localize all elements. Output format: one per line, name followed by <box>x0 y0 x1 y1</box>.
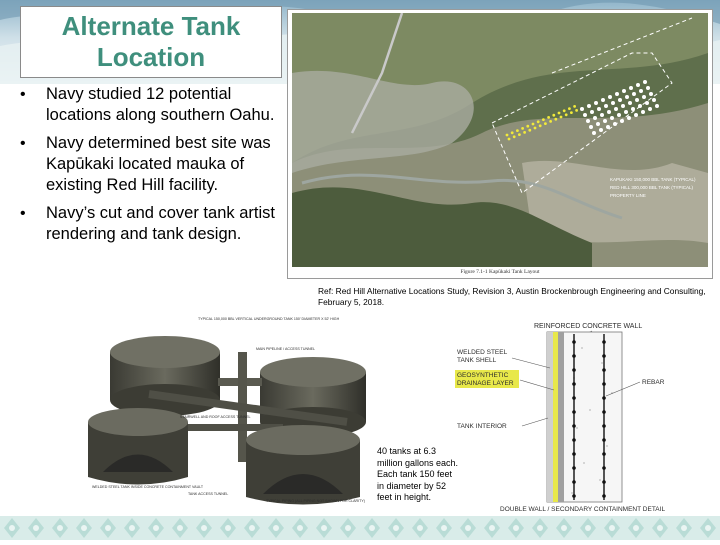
aerial-photo <box>292 13 708 267</box>
tank-label-welded-steel: WELDED STEEL TANK INSIDE CONCRETE CONTAINMENT VAULT <box>92 485 204 489</box>
rebar-dot <box>602 410 606 414</box>
red-hill-tank-dot <box>590 110 594 114</box>
red-hill-tank-dot <box>628 101 632 105</box>
kapukaki-tank-dot <box>521 127 524 130</box>
rebar-dot <box>602 340 606 344</box>
bullet-text: Navy’s cut and cover tank artist rendering and tank design. <box>46 204 275 243</box>
kapukaki-tank-dot <box>563 109 566 112</box>
rebar-dot <box>572 410 576 414</box>
kapukaki-tank-dot <box>528 129 531 132</box>
red-hill-tank-dot <box>639 89 643 93</box>
red-hill-tank-dot <box>601 98 605 102</box>
wall-label-welded: WELDED STEEL <box>457 349 508 356</box>
red-hill-tank-dot <box>629 86 633 90</box>
rebar-dot <box>602 438 606 442</box>
red-hill-tank-dot <box>608 95 612 99</box>
wall-label-tank-shell: TANK SHELL <box>457 357 497 364</box>
red-hill-tank-dot <box>652 98 656 102</box>
kapukaki-tank-dot <box>570 111 573 114</box>
kapukaki-tank-dot <box>542 118 545 121</box>
kapukaki-tank-dot <box>560 116 563 119</box>
rebar-dot <box>602 424 606 428</box>
kapukaki-tank-dot <box>537 120 540 123</box>
bullet-text: Navy determined best site was Kapūkaki located mauka of existing Red Hill facility. <box>46 134 271 194</box>
bullet-dot: • <box>20 135 26 152</box>
red-hill-tank-dot <box>593 116 597 120</box>
tank-label-stairwell: STAIRWELL AND ROOF ACCESS TUNNEL <box>180 415 251 419</box>
map-legend-1: KAPUKAKI 150,000 BBL TANK (TYPICAL) <box>610 177 696 182</box>
red-hill-tank-dot <box>643 80 647 84</box>
red-hill-tank-dot <box>646 86 650 90</box>
red-hill-tank-dot <box>642 95 646 99</box>
wall-label-rebar: REBAR <box>642 379 665 386</box>
kapukaki-tank-dot <box>526 125 529 128</box>
red-hill-tank-dot <box>620 119 624 123</box>
kapukaki-tank-dot <box>547 116 550 119</box>
red-hill-tank-dot <box>610 116 614 120</box>
kapukaki-tank-dot <box>539 124 542 127</box>
rebar-dot <box>572 494 576 498</box>
kapukaki-tank-dot <box>513 135 516 138</box>
map-legend-3: PROPERTY LINE <box>610 193 646 198</box>
kapukaki-tank-dot <box>565 113 568 116</box>
tank-label-access-tunnel: TANK ACCESS TUNNEL <box>188 492 229 496</box>
kapukaki-tank-dot <box>511 131 514 134</box>
figure-caption: Figure 7.1-1 Kapūkaki Tank Layout <box>460 269 540 275</box>
tank-label-typical-piping: TYPICAL PIPING (ALL PIPING NOT SHOWN FOR CLARITY) <box>266 499 365 503</box>
red-hill-tank-dot <box>599 128 603 132</box>
bullet-text: Navy studied 12 potential locations along southern Oahu. <box>46 85 275 124</box>
kapukaki-tank-dot <box>573 105 576 108</box>
rebar-dot <box>572 424 576 428</box>
rebar-dot <box>602 452 606 456</box>
red-hill-tank-dot <box>635 98 639 102</box>
rebar-dot <box>602 494 606 498</box>
red-hill-tank-dot <box>641 110 645 114</box>
rebar-dot <box>602 480 606 484</box>
title-box <box>20 6 282 78</box>
bullet-item <box>14 133 276 196</box>
rebar-dot <box>602 466 606 470</box>
kapukaki-tank-dot <box>508 138 511 141</box>
red-hill-tank-dot <box>631 107 635 111</box>
red-hill-tank-dot <box>586 119 590 123</box>
bullet-dot: • <box>20 205 26 222</box>
rebar-dot <box>602 396 606 400</box>
rebar-dot <box>602 382 606 386</box>
rebar-dot <box>572 396 576 400</box>
kapukaki-tank-dot <box>523 131 526 134</box>
wall-label-bottom: DOUBLE WALL / SECONDARY CONTAINMENT DETAIL <box>500 506 666 513</box>
tank-rendering <box>88 312 378 522</box>
wall-label-tank-interior: TANK INTERIOR <box>457 423 507 430</box>
kapukaki-tank-dot <box>552 114 555 117</box>
red-hill-tank-dot <box>618 98 622 102</box>
red-hill-tank-dot <box>597 107 601 111</box>
red-hill-tank-dot <box>592 131 596 135</box>
red-hill-tank-dot <box>622 89 626 93</box>
red-hill-tank-dot <box>606 125 610 129</box>
tank-label-main-pipeline: MAIN PIPELINE / ACCESS TUNNEL <box>256 347 316 351</box>
kapukaki-tank-dot <box>549 120 552 123</box>
red-hill-tank-dot <box>645 101 649 105</box>
red-hill-tank-dot <box>636 83 640 87</box>
kapukaki-tank-dot <box>518 133 521 136</box>
red-hill-tank-dot <box>624 110 628 114</box>
red-hill-tank-dot <box>627 116 631 120</box>
red-hill-tank-dot <box>596 122 600 126</box>
red-hill-tank-dot <box>615 92 619 96</box>
kapukaki-tank-dot <box>532 123 535 126</box>
red-hill-tank-dot <box>621 104 625 108</box>
kapukaki-tank-dot <box>575 109 578 112</box>
red-hill-tank-dot <box>603 119 607 123</box>
red-hill-tank-dot <box>604 104 608 108</box>
rebar-dot <box>572 438 576 442</box>
map-legend-2: RED HILL 300,000 BBL TANK (TYPICAL) <box>610 185 694 190</box>
rebar-dot <box>572 368 576 372</box>
wall-label-geosynthetic: GEOSYNTHETIC <box>457 372 509 379</box>
red-hill-tank-dot <box>625 95 629 99</box>
slide-title: Alternate Tank Location <box>61 11 241 72</box>
kapukaki-tank-dot <box>558 112 561 115</box>
tank-label-typical: TYPICAL 150,000 BBL VERTICAL UNDERGROUND TANK 150' DIAMETER X 52' HIGH <box>198 317 340 321</box>
rebar-dot <box>602 354 606 358</box>
tank-specs-note: 40 tanks at 6.3 million gallons each. Each tank 150 feet in diameter by 52 feet in height. <box>377 446 459 502</box>
rebar-dot <box>602 368 606 372</box>
rebar-dot <box>572 382 576 386</box>
red-hill-tank-dot <box>655 104 659 108</box>
red-hill-tank-dot <box>580 107 584 111</box>
red-hill-tank-dot <box>649 92 653 96</box>
red-hill-tank-dot <box>614 107 618 111</box>
red-hill-tank-dot <box>611 101 615 105</box>
bullet-item <box>14 84 276 126</box>
red-hill-tank-dot <box>589 125 593 129</box>
bullet-dot: • <box>20 86 26 103</box>
red-hill-tank-dot <box>607 110 611 114</box>
rebar-dot <box>572 340 576 344</box>
kapukaki-tank-dot <box>506 134 509 137</box>
red-hill-tank-dot <box>587 104 591 108</box>
rebar-dot <box>572 452 576 456</box>
kapukaki-tank-dot <box>516 129 519 132</box>
kapukaki-tank-dot <box>534 127 537 130</box>
red-hill-tank-dot <box>634 113 638 117</box>
kapukaki-tank-dot <box>554 118 557 121</box>
rebar-dot <box>572 354 576 358</box>
red-hill-tank-dot <box>600 113 604 117</box>
rebar-dot <box>572 480 576 484</box>
wall-detail-diagram <box>452 318 714 514</box>
bullet-list <box>14 84 276 252</box>
reference-citation: Ref: Red Hill Alternative Locations Study, Revision 3, Austin Brockenbrough Engineering and Consulting, February 5, 2018. <box>318 286 706 307</box>
red-hill-tank-dot <box>648 107 652 111</box>
red-hill-tank-dot <box>613 122 617 126</box>
red-hill-tank-dot <box>583 113 587 117</box>
red-hill-tank-dot <box>638 104 642 108</box>
red-hill-tank-dot <box>632 92 636 96</box>
aerial-map-figure <box>287 9 713 279</box>
red-hill-tank-dot <box>617 113 621 117</box>
kapukaki-tank-dot <box>544 122 547 125</box>
red-hill-tank-dot <box>594 101 598 105</box>
kapukaki-tank-dot <box>568 107 571 110</box>
bullet-item <box>14 203 276 245</box>
wall-label-drainage: DRAINAGE LAYER <box>457 380 514 387</box>
rebar-dot <box>572 466 576 470</box>
wall-label-top: REINFORCED CONCRETE WALL <box>534 323 643 330</box>
